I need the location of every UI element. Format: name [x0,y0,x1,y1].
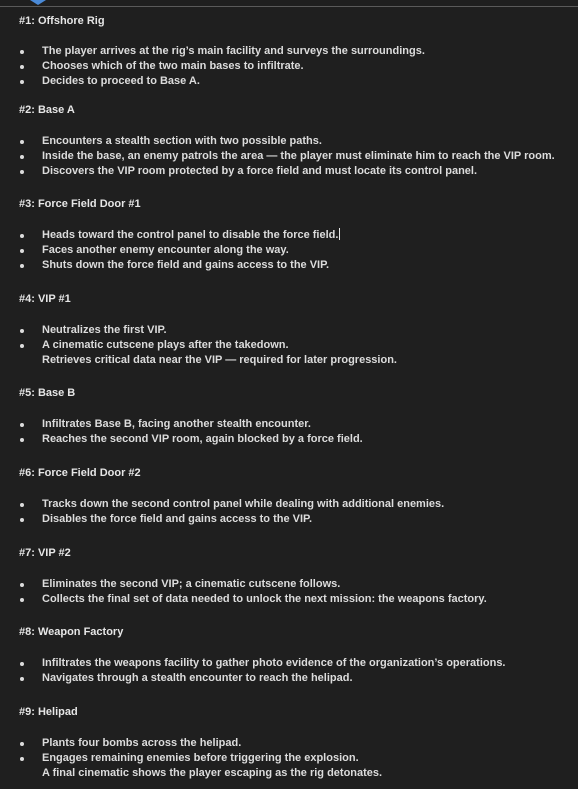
item-text [42,353,397,368]
item-text [42,243,289,258]
bullet-icon [20,329,24,333]
bullet-item [0,417,578,432]
text-cursor [339,228,340,240]
item-text-content: Reaches the second VIP room, again blocked by a force field. [42,433,363,445]
bullet-icon [20,662,24,666]
item-text [42,164,477,179]
bullet-item [0,258,578,273]
item-text-content: Shuts down the force field and gains access to the VIP. [42,259,330,271]
section-heading: #4: VIP #1 [19,293,71,305]
item-text-content: Inside the base, an enemy patrols the area — the player must eliminate him to reach the VIP room. [42,150,555,162]
bullet-icon [20,742,24,746]
bullet-icon [20,50,24,54]
item-text [42,577,340,592]
item-text [42,149,555,164]
bullet-icon [20,170,24,174]
bullet-icon [20,598,24,602]
bullet-item [0,338,578,353]
bullet-item [0,656,578,671]
bullet-icon [20,80,24,84]
bullet-icon [20,155,24,159]
bullet-icon [20,140,24,144]
item-text [42,59,304,74]
bullet-icon [20,583,24,587]
section-heading: #8: Weapon Factory [19,626,124,638]
item-text-content: Infiltrates the weapons facility to gather photo evidence of the organization’s operations. [42,657,506,669]
bullet-item [0,736,578,751]
item-text [42,656,506,671]
item-text-content: Decides to proceed to Base A. [42,75,200,87]
item-text-content: A final cinematic shows the player escaping as the rig detonates. [42,767,383,779]
bullet-item [0,134,578,149]
active-tab-marker [30,0,46,5]
item-text [42,338,289,353]
item-text [42,497,444,512]
item-text-content: Encounters a stealth section with two possible paths. [42,135,322,147]
item-text [42,766,382,781]
item-text [42,228,340,243]
item-text [42,417,311,432]
section-heading: #9: Helipad [19,706,78,718]
item-text [42,751,359,766]
item-text [42,592,487,607]
item-text-content: Heads toward the control panel to disable the force field. [42,229,339,241]
bullet-item [0,323,578,338]
section-heading: #1: Offshore Rig [19,15,105,27]
bullet-item [0,164,578,179]
item-text-content: Eliminates the second VIP; a cinematic cutscene follows. [42,578,341,590]
bullet-icon [20,249,24,253]
bullet-item [0,44,578,59]
bullet-icon [20,65,24,69]
bullet-item [0,59,578,74]
bullet-icon [20,234,24,238]
item-text [42,671,353,686]
item-text-content: Disables the force field and gains access to the VIP. [42,513,313,525]
bullet-item [0,577,578,592]
item-text [42,258,329,273]
bullet-icon [20,438,24,442]
bullet-icon [20,264,24,268]
section-heading: #2: Base A [19,104,75,116]
bullet-item [0,74,578,89]
item-text-content: Collects the final set of data needed to unlock the next mission: the weapons factory. [42,593,487,605]
item-text-content: Chooses which of the two main bases to infiltrate. [42,60,304,72]
item-text [42,44,425,59]
item-text-content: Navigates through a stealth encounter to reach the helipad. [42,672,353,684]
item-text-content: Neutralizes the first VIP. [42,324,167,336]
bullet-item [0,432,578,447]
section-heading: #5: Base B [19,387,76,399]
item-text-content: Retrieves critical data near the VIP — required for later progression. [42,354,397,366]
item-text [42,432,363,447]
bullet-item [0,243,578,258]
item-text-content: Discovers the VIP room protected by a force field and must locate its control panel. [42,165,478,177]
bullet-icon [20,757,24,761]
bullet-item [0,512,578,527]
item-text-content: Engages remaining enemies before triggering the explosion. [42,752,359,764]
item-text [42,134,322,149]
continuation-line [0,353,578,368]
bullet-item [0,751,578,766]
bullet-item [0,671,578,686]
continuation-line [0,766,578,781]
bullet-icon [20,423,24,427]
bullet-item [0,497,578,512]
item-text-content: Faces another enemy encounter along the way. [42,244,289,256]
item-text [42,512,312,527]
bullet-item [0,592,578,607]
section-heading: #6: Force Field Door #2 [19,467,141,479]
bullet-icon [20,677,24,681]
top-border [0,6,578,7]
item-text-content: A cinematic cutscene plays after the takedown. [42,339,289,351]
bullet-item [0,149,578,164]
item-text [42,74,200,89]
item-text [42,736,241,751]
bullet-icon [20,344,24,348]
item-text-content: The player arrives at the rig’s main facility and surveys the surroundings. [42,45,425,57]
item-text-content: Tracks down the second control panel while dealing with additional enemies. [42,498,445,510]
item-text [42,323,167,338]
bullet-icon [20,518,24,522]
bullet-item [0,228,578,243]
item-text-content: Infiltrates Base B, facing another stealth encounter. [42,418,311,430]
section-heading: #7: VIP #2 [19,547,71,559]
bullet-icon [20,503,24,507]
item-text-content: Plants four bombs across the helipad. [42,737,242,749]
section-heading: #3: Force Field Door #1 [19,198,141,210]
